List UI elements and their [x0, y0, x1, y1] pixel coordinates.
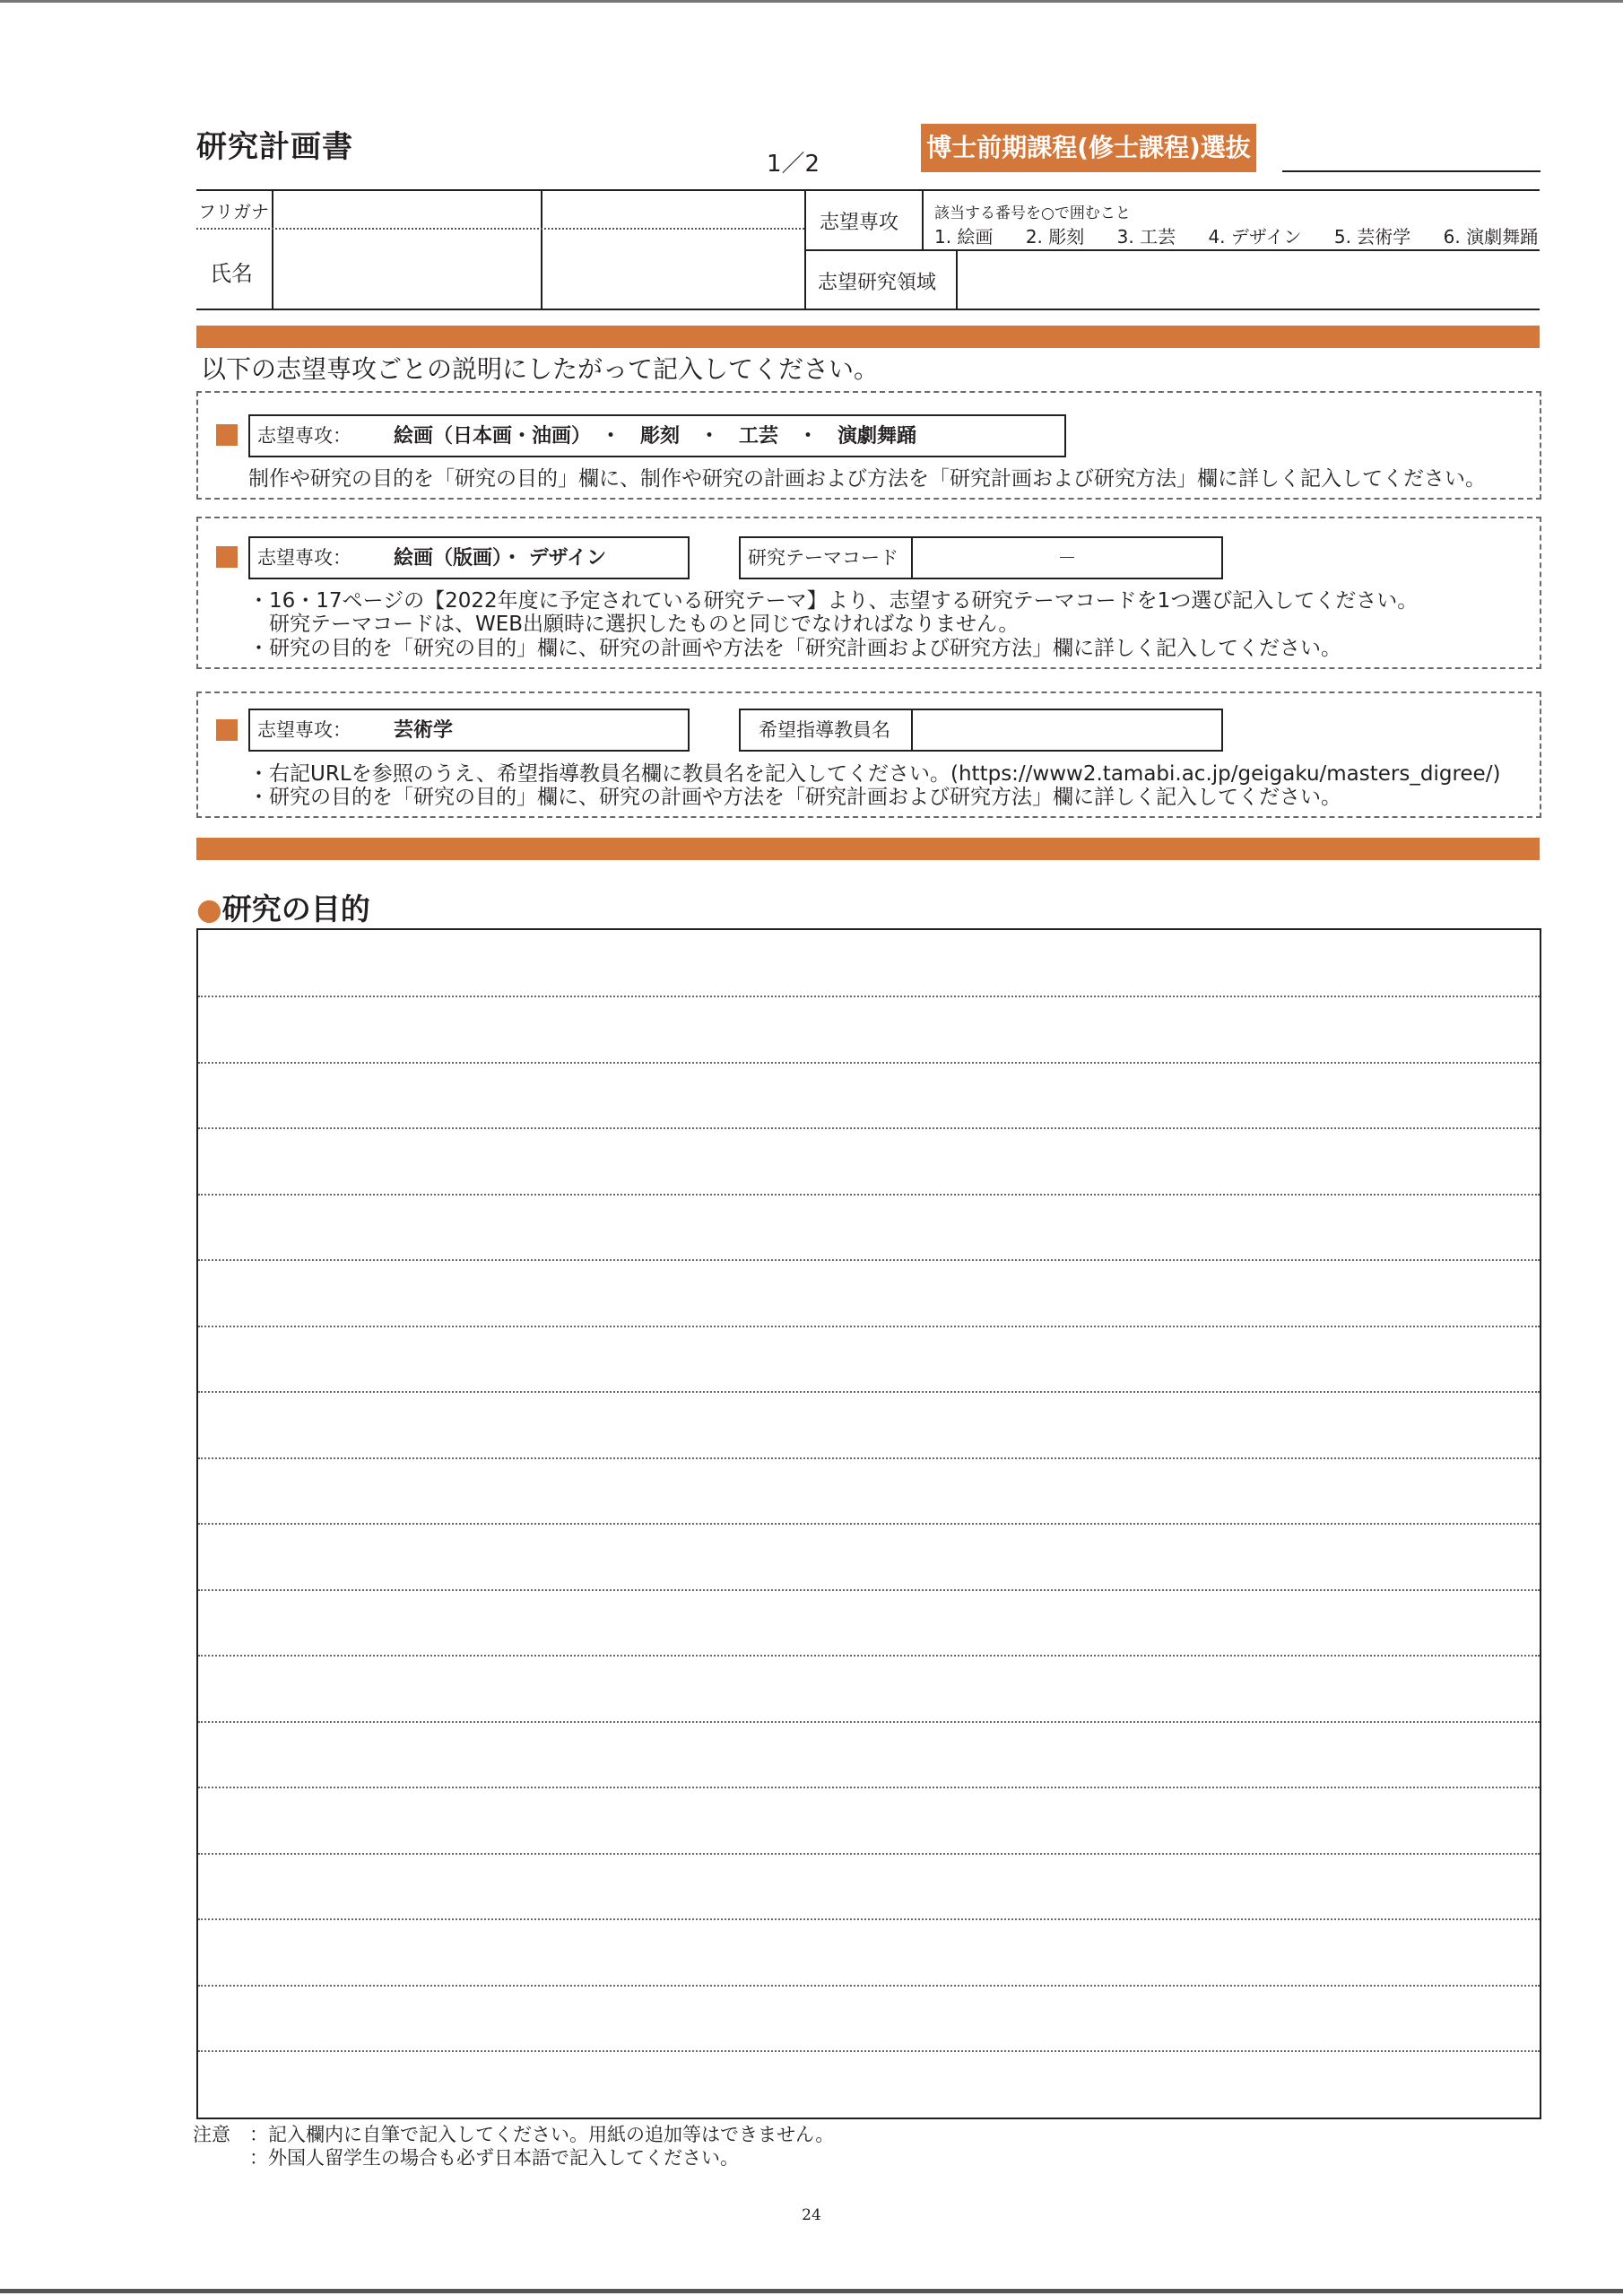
section-instruction: 研究テーマコードは、WEB出願時に選択したものと同じでなければなりません。 — [248, 613, 1020, 636]
program-badge: 博士前期課程(修士課程)選抜 — [921, 124, 1256, 172]
major-choice[interactable]: 6. 演劇舞踊 — [1443, 226, 1539, 248]
major-value: 絵画（版画）・ デザイン — [394, 547, 607, 570]
section-painting-sculpture — [196, 391, 1541, 500]
advisor-box — [739, 709, 1223, 752]
table-divider — [956, 250, 958, 309]
advisor-input[interactable] — [913, 710, 1221, 750]
purpose-heading-text: 研究の目的 — [221, 891, 370, 926]
major-key: 志望専攻： — [257, 719, 352, 741]
ruled-line — [198, 1259, 1540, 1261]
major-box — [248, 536, 690, 579]
advisor-label: 希望指導教員名 — [759, 719, 890, 741]
major-value: 芸術学 — [394, 719, 454, 742]
section-printmaking-design — [196, 517, 1541, 669]
table-divider — [804, 249, 1540, 251]
ruled-line — [198, 1787, 1540, 1788]
theme-code-input[interactable]: － — [1057, 547, 1077, 569]
research-area-label: 志望研究領域 — [818, 272, 937, 294]
ruled-line — [198, 1853, 1540, 1855]
furigana-input-1[interactable] — [273, 191, 539, 227]
major-choice[interactable]: 2. 彫刻 — [1025, 226, 1085, 248]
section-instruction: ・研究の目的を「研究の目的」欄に、研究の計画や方法を「研究計画および研究方法」欄に詳しく記入してください。 — [248, 637, 1341, 660]
page-title: 研究計画書 — [196, 129, 353, 165]
ruled-line — [198, 996, 1540, 997]
ruled-line — [198, 1127, 1540, 1129]
furigana-dotted-line — [196, 228, 804, 230]
ruled-line — [198, 1589, 1540, 1591]
major-choice[interactable]: 3. 工芸 — [1116, 226, 1176, 248]
major-box — [248, 414, 1066, 457]
ruled-line — [198, 1194, 1540, 1196]
orange-divider — [196, 326, 1540, 348]
orange-bullet-icon: ● — [196, 891, 222, 926]
major-hint: 該当する番号を○で囲むこと — [934, 204, 1131, 222]
bottom-border — [0, 2289, 1623, 2293]
section-instruction: ・右記URLを参照のうえ、希望指導教員名欄に教員名を記入してください。(https://www2.tamabi.ac.jp/geigaku/masters_digree/) — [248, 762, 1501, 786]
ruled-line — [198, 1985, 1540, 1987]
ruled-line — [198, 1326, 1540, 1327]
applicant-table — [196, 189, 1540, 310]
major-choice[interactable]: 5. 芸術学 — [1333, 226, 1411, 248]
section-art-science — [196, 691, 1541, 818]
surname-input[interactable] — [273, 230, 539, 308]
note-line: ：外国人留学生の場合も必ず日本語で記入してください。 — [193, 2147, 739, 2169]
page-fraction: 1／2 — [767, 151, 820, 178]
ruled-line — [198, 1655, 1540, 1657]
major-choice[interactable]: 4. デザイン — [1208, 226, 1302, 248]
given-name-input[interactable] — [542, 230, 803, 308]
ruled-line — [198, 1721, 1540, 1723]
table-divider — [922, 191, 924, 250]
ruled-line — [198, 1918, 1540, 1920]
section-instruction: 制作や研究の目的を「研究の目的」欄に、制作や研究の計画および方法を「研究計画および研究方法」欄に詳しく記入してください。 — [248, 467, 1486, 491]
major-box — [248, 709, 690, 752]
furigana-input-2[interactable] — [542, 191, 803, 227]
purpose-heading — [196, 886, 370, 928]
ruled-line — [198, 1523, 1540, 1525]
orange-divider — [196, 838, 1540, 860]
furigana-label: フリガナ — [198, 201, 269, 222]
notes — [193, 2123, 834, 2170]
orange-square-icon — [216, 546, 238, 568]
major-value: 絵画（日本画・油画） ・ 彫刻 ・ 工芸 ・ 演劇舞踊 — [394, 425, 917, 448]
ruled-line — [198, 1457, 1540, 1459]
purpose-writing-area[interactable] — [196, 928, 1541, 2119]
research-area-input[interactable] — [959, 252, 1539, 308]
examinee-number-line[interactable] — [1282, 170, 1541, 172]
top-border — [0, 0, 1623, 3]
name-label: 氏名 — [210, 261, 253, 286]
major-label: 志望専攻 — [820, 212, 899, 234]
ruled-line — [198, 2050, 1540, 2052]
major-choices[interactable] — [934, 222, 1565, 248]
major-key: 志望専攻： — [257, 425, 352, 447]
ruled-line — [198, 1062, 1540, 1064]
theme-code-label: 研究テーマコード — [748, 547, 898, 569]
theme-code-box — [739, 536, 1223, 579]
section-instruction: ・16・17ページの【2022年度に予定されている研究テーマ】より、志望する研究テーマコードを1つ選び記入してください。 — [248, 589, 1419, 613]
section-instruction: ・研究の目的を「研究の目的」欄に、研究の計画や方法を「研究計画および研究方法」欄に詳しく記入してください。 — [248, 786, 1341, 809]
page-number: 24 — [802, 2206, 821, 2224]
orange-square-icon — [216, 719, 238, 741]
instructions-intro: 以下の志望専攻ごとの説明にしたがって記入してください。 — [201, 354, 880, 384]
note-line: 注意 ：記入欄内に自筆で記入してください。用紙の追加等はできません。 — [193, 2124, 835, 2145]
orange-square-icon — [216, 424, 238, 446]
major-key: 志望専攻： — [257, 547, 352, 569]
major-choice[interactable]: 1. 絵画 — [934, 226, 994, 248]
ruled-line — [198, 1391, 1540, 1393]
